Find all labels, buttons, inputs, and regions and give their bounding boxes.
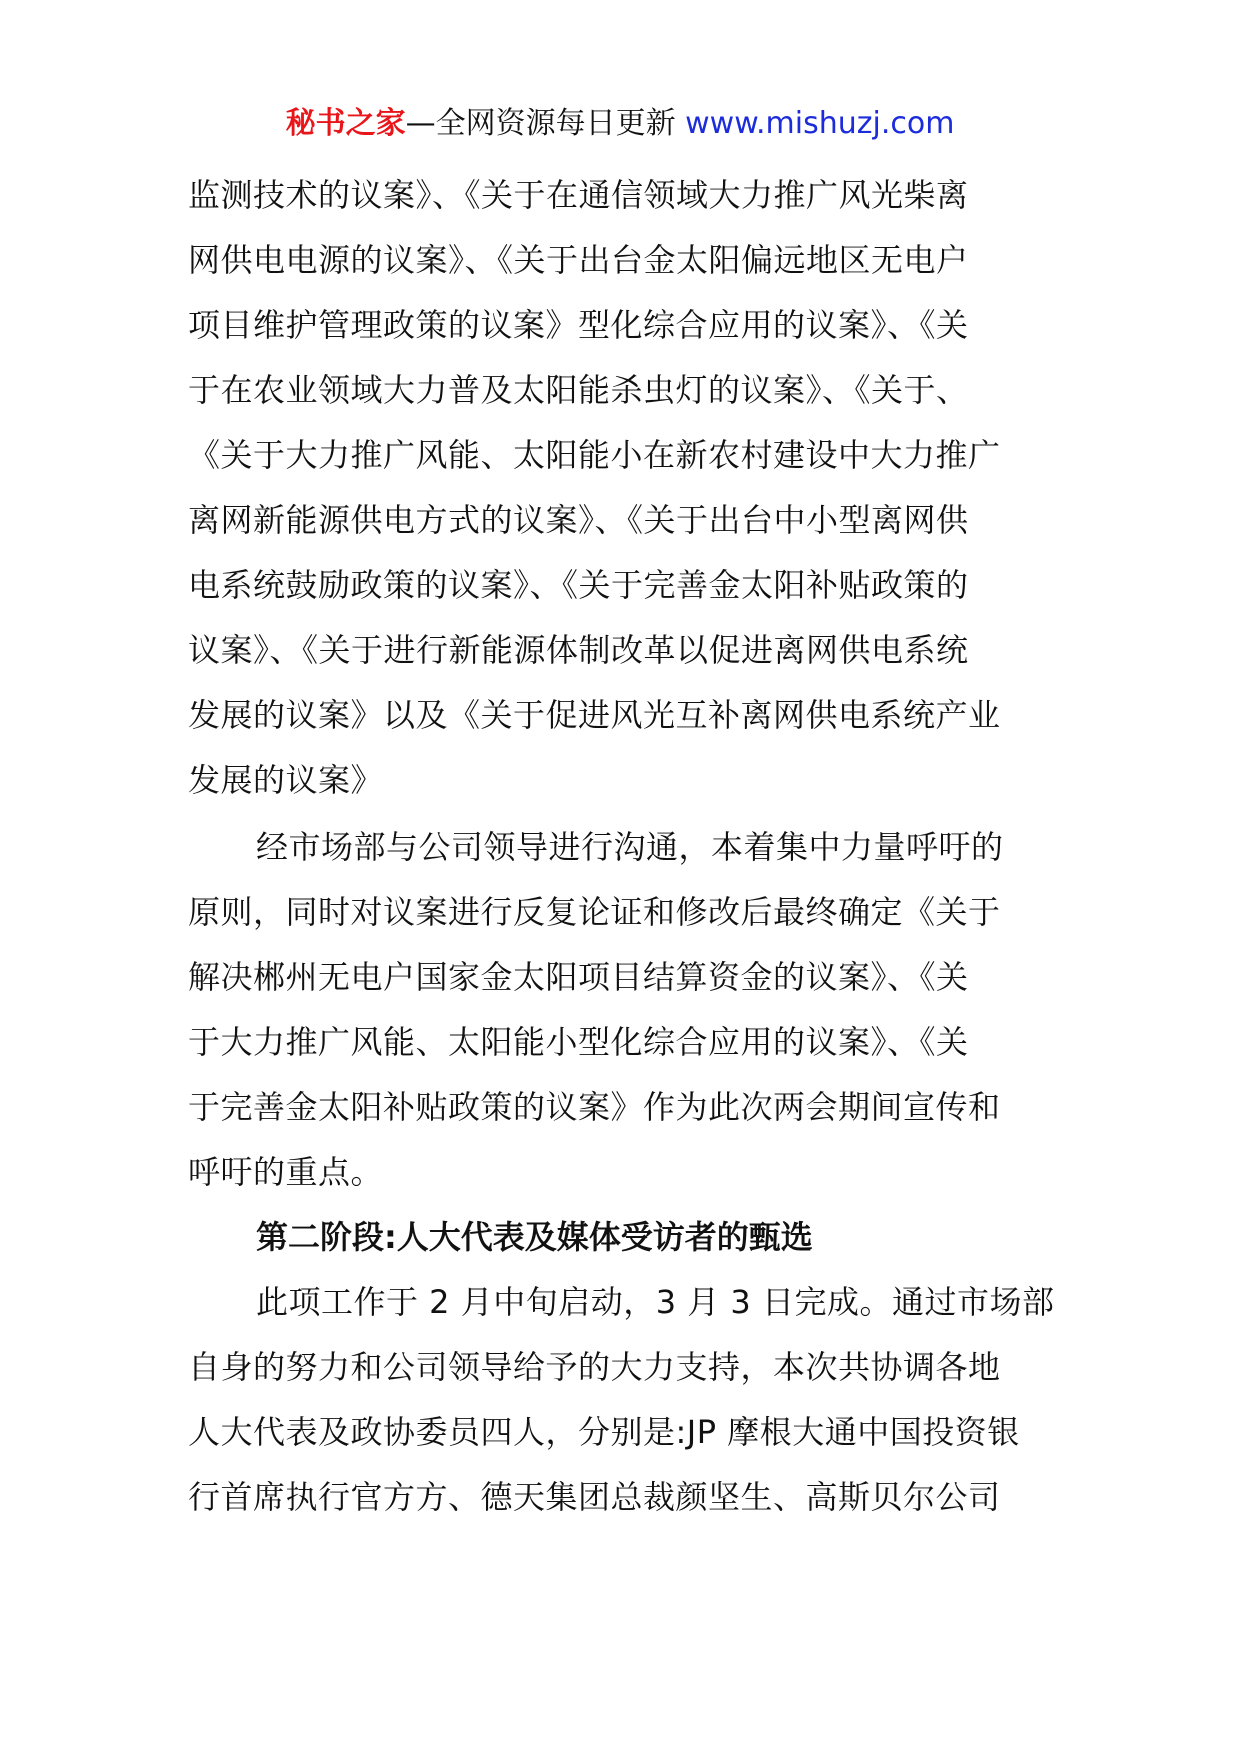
document-body	[188, 163, 1068, 1530]
text-line: 离网新能源供电方式的议案》、《关于出台中小型离网供	[188, 501, 969, 539]
text-line: 监测技术的议案》、《关于在通信领域大力推广风光柴离	[188, 176, 969, 214]
text-line: 自身的努力和公司领导给予的大力支持，本次共协调各地	[188, 1348, 1001, 1386]
section-heading: 第二阶段:人大代表及媒体受访者的甄选	[256, 1218, 813, 1256]
text-line: 原则，同时对议案进行反复论证和修改后最终确定《关于	[188, 893, 1001, 931]
brand-name: 秘书之家	[285, 106, 406, 141]
text-line: 《关于大力推广风能、太阳能小在新农村建设中大力推广	[188, 436, 1001, 474]
website-link[interactable]: www.mishuzj.com	[685, 106, 955, 141]
text-line: 解决郴州无电户国家金太阳项目结算资金的议案》、《关	[188, 958, 969, 996]
paragraph-representatives	[188, 1270, 1068, 1530]
text-line: 行首席执行官方方、德天集团总裁颜坚生、高斯贝尔公司	[188, 1478, 1001, 1516]
text-line: 呼吁的重点。	[188, 1153, 384, 1191]
text-line: 经市场部与公司领导进行沟通，本着集中力量呼吁的	[256, 828, 1004, 866]
text-line: 于大力推广风能、太阳能小型化综合应用的议案》、《关	[188, 1023, 969, 1061]
text-line: 议案》、《关于进行新能源体制改革以促进离网供电系统	[188, 631, 969, 669]
header-slogan: —全网资源每日更新	[405, 106, 676, 141]
text-line: 于在农业领域大力普及太阳能杀虫灯的议案》、《关于、	[188, 371, 969, 409]
text-line: 项目维护管理政策的议案》型化综合应用的议案》、《关	[188, 306, 969, 344]
paragraph-key-proposals	[188, 815, 1068, 1205]
text-line: 网供电电源的议案》、《关于出台金太阳偏远地区无电户	[188, 241, 969, 279]
text-line: 电系统鼓励政策的议案》、《关于完善金太阳补贴政策的	[188, 566, 969, 604]
text-line: 发展的议案》以及《关于促进风光互补离网供电系统产业	[188, 696, 1001, 734]
text-line: 发展的议案》	[188, 761, 384, 799]
text-line: 于完善金太阳补贴政策的议案》作为此次两会期间宣传和	[188, 1088, 1001, 1126]
paragraph-proposals-list	[188, 163, 1068, 813]
text-line: 此项工作于 2 月中旬启动，3 月 3 日完成。通过市场部	[256, 1283, 1055, 1321]
page-header	[0, 104, 1240, 144]
text-line: 人大代表及政协委员四人，分别是:JP 摩根大通中国投资银	[188, 1413, 1020, 1451]
